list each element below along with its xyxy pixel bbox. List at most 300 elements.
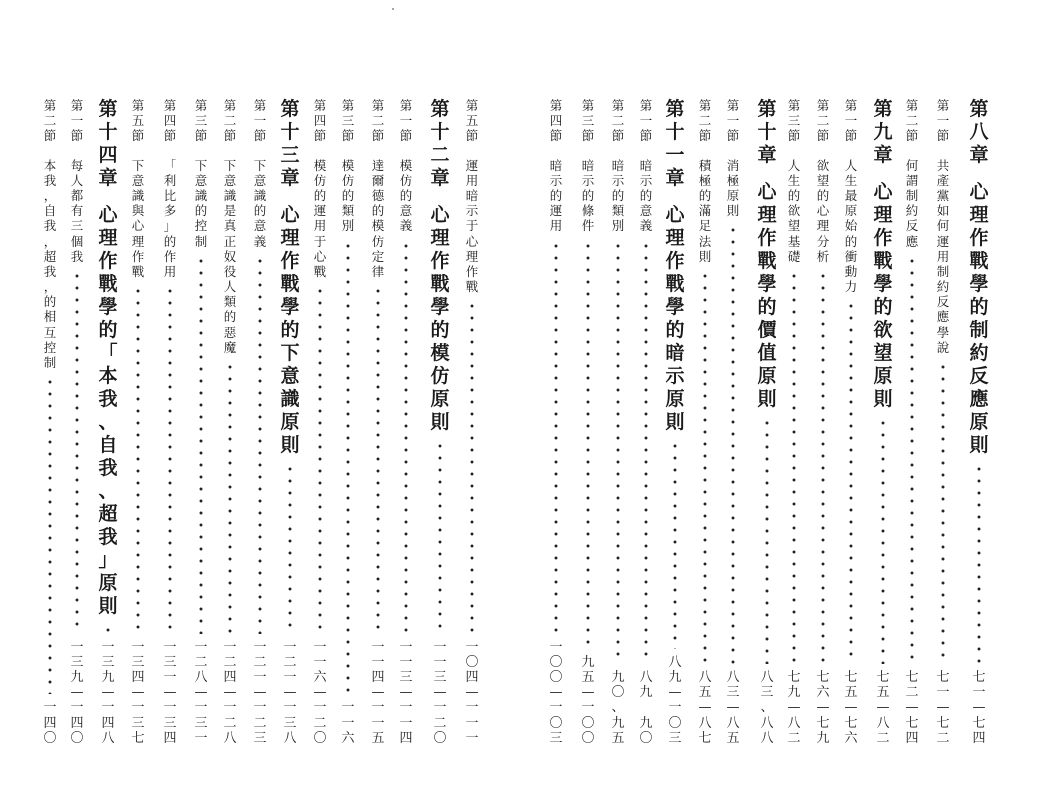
glyph: 一: [313, 700, 327, 716]
glyph: 四: [905, 730, 919, 746]
glyph: 五: [581, 670, 595, 686]
entry-label: [429, 98, 451, 190]
glyph: 一: [371, 715, 385, 731]
glyph: 八: [698, 715, 712, 731]
glyph: 真: [223, 218, 237, 234]
glyph: 我: [98, 388, 118, 410]
glyph: 節: [611, 128, 625, 144]
glyph: 的: [253, 203, 267, 219]
entry-label: [398, 98, 414, 144]
glyph: 第: [399, 98, 413, 113]
glyph: 有: [70, 203, 84, 219]
entry-title: [97, 204, 119, 618]
glyph: 六: [816, 685, 830, 701]
glyph: 的: [399, 187, 413, 203]
glyph: 八: [760, 730, 774, 746]
glyph: 運: [936, 233, 950, 249]
glyph: 五: [131, 113, 145, 129]
glyph: 三: [131, 715, 145, 731]
page-range: [162, 640, 178, 746]
glyph: 一: [131, 639, 145, 655]
glyph: 生: [844, 172, 858, 188]
glyph: 應: [969, 388, 989, 410]
glyph: 十: [757, 121, 777, 143]
glyph: 八: [760, 715, 774, 731]
glyph: 三: [101, 654, 115, 670]
glyph: 類: [223, 294, 237, 310]
glyph: —: [223, 685, 237, 701]
glyph: 一: [639, 113, 653, 129]
glyph: 八: [639, 670, 653, 686]
entry-title: [42, 158, 58, 371]
dot-leader: [106, 624, 110, 634]
glyph: 則: [430, 411, 450, 433]
glyph: 十: [280, 121, 300, 143]
glyph: 第: [430, 98, 450, 120]
dot-leader: [731, 224, 735, 664]
entry-label: [580, 98, 596, 144]
glyph: 心: [280, 204, 300, 226]
glyph: 三: [787, 113, 801, 129]
glyph: 一: [465, 715, 479, 731]
glyph: 第: [757, 98, 777, 120]
glyph: 示: [665, 365, 685, 387]
dot-leader: [199, 255, 203, 634]
glyph: —: [70, 685, 84, 701]
glyph: 三: [668, 730, 682, 746]
glyph: 一: [399, 113, 413, 129]
glyph: 我: [98, 457, 118, 479]
page-range: [398, 640, 414, 746]
glyph: 模: [371, 218, 385, 234]
glyph: 制: [905, 187, 919, 203]
page-range: [312, 640, 328, 746]
chapter-entry[interactable]: [756, 98, 778, 746]
entry-label: [312, 98, 328, 144]
glyph: 一: [194, 730, 208, 746]
glyph: 于: [465, 218, 479, 234]
glyph: 〇: [668, 715, 682, 731]
glyph: 作: [280, 250, 300, 272]
dot-leader: [765, 417, 769, 664]
glyph: 第: [844, 98, 858, 113]
glyph: 義: [253, 233, 267, 249]
glyph: 三: [760, 685, 774, 701]
dot-leader: [258, 255, 262, 634]
glyph: 反: [905, 218, 919, 234]
glyph: 作: [757, 227, 777, 249]
glyph: 節: [698, 128, 712, 144]
glyph: 基: [787, 233, 801, 249]
glyph: 九: [101, 670, 115, 686]
glyph: 的: [194, 203, 208, 219]
glyph: 欲: [787, 203, 801, 219]
glyph: 四: [465, 670, 479, 686]
glyph: 制: [194, 233, 208, 249]
glyph: 四: [549, 113, 563, 129]
entry-label: [370, 98, 386, 144]
section-entry[interactable]: [610, 98, 626, 746]
page-range: [464, 640, 480, 746]
section-entry[interactable]: [252, 98, 268, 746]
glyph: 節: [465, 128, 479, 144]
glyph: 心: [465, 233, 479, 249]
glyph: —: [399, 685, 413, 701]
glyph: 超: [98, 503, 118, 525]
glyph: 互: [43, 324, 57, 340]
chapter-entry[interactable]: [429, 98, 451, 746]
glyph: 消: [726, 157, 740, 173]
glyph: 四: [163, 113, 177, 129]
glyph: 作: [163, 248, 177, 264]
dot-leader: [136, 285, 140, 634]
dot-leader: [376, 285, 380, 634]
glyph: 三: [70, 218, 84, 234]
glyph: 節: [816, 128, 830, 144]
glyph: 心: [816, 203, 830, 219]
entry-title: [815, 158, 831, 264]
glyph: 五: [876, 685, 890, 701]
glyph: 章: [873, 144, 893, 166]
glyph: 一: [283, 639, 297, 655]
dot-leader: [673, 440, 677, 649]
glyph: 「: [98, 342, 118, 364]
glyph: 四: [101, 715, 115, 731]
glyph: 一: [163, 639, 177, 655]
glyph: —: [549, 685, 563, 701]
glyph: 識: [223, 187, 237, 203]
glyph: 一: [549, 639, 563, 655]
glyph: 分: [816, 233, 830, 249]
glyph: 約: [969, 342, 989, 364]
glyph: —: [313, 685, 327, 701]
section-entry[interactable]: [843, 98, 859, 746]
page-range: [664, 655, 686, 746]
page-range: [580, 655, 596, 746]
glyph: 第: [969, 98, 989, 120]
glyph: 下: [194, 157, 208, 173]
glyph: 四: [163, 730, 177, 746]
section-entry[interactable]: [398, 98, 414, 746]
glyph: —: [253, 685, 267, 701]
glyph: 戰: [665, 273, 685, 295]
glyph: 的: [43, 294, 57, 310]
chapter-entry[interactable]: [968, 98, 990, 746]
glyph: 的: [163, 233, 177, 249]
glyph: 一: [465, 730, 479, 746]
glyph: 戰: [757, 250, 777, 272]
glyph: —: [101, 685, 115, 701]
entry-title: [193, 158, 209, 249]
glyph: 生: [787, 172, 801, 188]
glyph: 心: [131, 218, 145, 234]
glyph: 節: [936, 128, 950, 144]
glyph: 作: [131, 248, 145, 264]
glyph: 第: [313, 98, 327, 113]
glyph: 、: [98, 411, 118, 433]
glyph: 四: [313, 113, 327, 129]
section-entry[interactable]: [548, 98, 564, 746]
glyph: 一: [163, 670, 177, 686]
glyph: 始: [844, 218, 858, 234]
glyph: 學: [430, 296, 450, 318]
glyph: 二: [223, 715, 237, 731]
glyph: 析: [816, 248, 830, 264]
glyph: 應: [936, 309, 950, 325]
section-entry[interactable]: [786, 98, 802, 746]
glyph: 的: [371, 203, 385, 219]
entry-title: [786, 158, 802, 264]
glyph: 利: [163, 172, 177, 188]
glyph: 二: [876, 730, 890, 746]
glyph: 理: [969, 204, 989, 226]
glyph: 節: [253, 128, 267, 144]
chapter-entry[interactable]: [872, 98, 894, 746]
glyph: 極: [698, 172, 712, 188]
glyph: 的: [223, 309, 237, 325]
entry-label: [69, 98, 85, 144]
glyph: 產: [936, 172, 950, 188]
glyph: 節: [399, 128, 413, 144]
glyph: 〇: [549, 654, 563, 670]
glyph: 章: [969, 144, 989, 166]
glyph: 作: [98, 250, 118, 272]
glyph: 用: [313, 218, 327, 234]
glyph: 第: [253, 98, 267, 113]
glyph: 戰: [131, 263, 145, 279]
glyph: 爾: [371, 172, 385, 188]
entry-title: [610, 158, 626, 234]
section-entry[interactable]: [130, 98, 146, 746]
glyph: 五: [698, 685, 712, 701]
glyph: 惡: [223, 324, 237, 340]
glyph: 礎: [787, 248, 801, 264]
page-range: [638, 670, 654, 746]
glyph: 約: [905, 203, 919, 219]
glyph: —: [581, 685, 595, 701]
section-entry[interactable]: [580, 98, 596, 746]
entry-label: [222, 98, 238, 144]
glyph: 一: [253, 670, 267, 686]
glyph: [638, 700, 654, 715]
glyph: 的: [639, 187, 653, 203]
glyph: —: [283, 685, 297, 701]
glyph: 節: [341, 128, 355, 144]
glyph: 一: [371, 700, 385, 716]
glyph: 暗: [549, 157, 563, 173]
glyph: 第: [194, 98, 208, 113]
glyph: 作: [465, 263, 479, 279]
glyph: 超: [43, 248, 57, 264]
glyph: 魔: [223, 339, 237, 355]
glyph: —: [433, 685, 447, 701]
glyph: 四: [223, 670, 237, 686]
glyph: 則: [698, 248, 712, 264]
glyph: 控: [194, 218, 208, 234]
entry-title: [725, 158, 741, 219]
glyph: 第: [341, 98, 355, 113]
glyph: 三: [433, 670, 447, 686]
glyph: 望: [816, 172, 830, 188]
glyph: —: [936, 700, 950, 716]
section-entry[interactable]: [904, 98, 920, 746]
dot-leader: [470, 300, 474, 633]
glyph: 一: [399, 639, 413, 655]
glyph: 一: [665, 144, 685, 166]
page-range: [370, 640, 386, 746]
glyph: ，: [43, 187, 57, 203]
glyph: 則: [98, 595, 118, 617]
entry-label: [252, 98, 268, 144]
glyph: 學: [757, 273, 777, 295]
glyph: 六: [341, 730, 355, 746]
entry-label: [664, 98, 686, 190]
glyph: 仿: [430, 365, 450, 387]
glyph: 的: [844, 233, 858, 249]
glyph: —: [816, 700, 830, 716]
section-entry[interactable]: [370, 98, 386, 746]
glyph: —: [905, 700, 919, 716]
section-entry[interactable]: [340, 98, 356, 746]
glyph: 滿: [698, 203, 712, 219]
entry-label: [638, 98, 654, 144]
glyph: 八: [194, 670, 208, 686]
glyph: 自: [43, 203, 57, 219]
entry-title: [69, 158, 85, 264]
glyph: 七: [698, 730, 712, 746]
glyph: —: [131, 685, 145, 701]
glyph: —: [194, 685, 208, 701]
entry-label: [162, 98, 178, 144]
glyph: 六: [313, 670, 327, 686]
glyph: 節: [371, 128, 385, 144]
glyph: 心: [757, 181, 777, 203]
section-entry[interactable]: [815, 98, 831, 746]
section-entry[interactable]: [222, 98, 238, 746]
glyph: 暗: [639, 157, 653, 173]
page-range: [69, 640, 85, 746]
glyph: 的: [757, 296, 777, 318]
glyph: 學: [969, 273, 989, 295]
section-entry[interactable]: [697, 98, 713, 746]
page-range: [815, 670, 831, 746]
entry-label: [464, 98, 480, 144]
glyph: 黨: [936, 187, 950, 203]
section-entry[interactable]: [935, 98, 951, 746]
entry-title: [664, 204, 686, 434]
glyph: 本: [43, 157, 57, 173]
glyph: 德: [371, 187, 385, 203]
glyph: 原: [757, 365, 777, 387]
glyph: 下: [280, 342, 300, 364]
dot-leader: [881, 417, 885, 664]
page-range: [97, 640, 119, 746]
chapter-entry[interactable]: [664, 98, 686, 746]
glyph: 暗: [465, 187, 479, 203]
glyph: 二: [430, 144, 450, 166]
glyph: 節: [194, 128, 208, 144]
page-range: [968, 670, 990, 746]
glyph: 第: [726, 98, 740, 113]
glyph: 動: [844, 263, 858, 279]
glyph: 五: [726, 730, 740, 746]
dot-leader: [168, 285, 172, 634]
entry-title: [843, 158, 859, 295]
glyph: 五: [611, 730, 625, 746]
section-entry[interactable]: [162, 98, 178, 746]
glyph: 學: [98, 296, 118, 318]
glyph: 原: [430, 388, 450, 410]
glyph: 的: [873, 296, 893, 318]
glyph: 節: [313, 128, 327, 144]
chapter-entry[interactable]: [97, 98, 119, 746]
glyph: 作: [430, 250, 450, 272]
glyph: 〇: [581, 715, 595, 731]
glyph: 章: [665, 167, 685, 189]
section-entry[interactable]: [638, 98, 654, 746]
section-entry[interactable]: [42, 98, 58, 746]
glyph: 一: [465, 700, 479, 716]
glyph: 節: [70, 128, 84, 144]
dot-leader: [48, 376, 52, 694]
glyph: 第: [98, 98, 118, 120]
glyph: 一: [194, 639, 208, 655]
entry-title: [580, 158, 596, 234]
glyph: 九: [816, 730, 830, 746]
glyph: 識: [194, 187, 208, 203]
entry-label: [935, 98, 951, 144]
entry-title: [904, 158, 920, 249]
entry-label: [697, 98, 713, 144]
glyph: 識: [253, 187, 267, 203]
entry-title: [638, 158, 654, 234]
glyph: 的: [698, 187, 712, 203]
glyph: 九: [639, 715, 653, 731]
glyph: 用: [163, 263, 177, 279]
entry-label: [725, 98, 741, 144]
glyph: 仿: [399, 172, 413, 188]
dot-leader: [941, 361, 945, 664]
glyph: 學: [873, 273, 893, 295]
glyph: 節: [163, 128, 177, 144]
page-range: [756, 670, 778, 746]
section-entry[interactable]: [193, 98, 209, 746]
glyph: 、: [98, 480, 118, 502]
glyph: 一: [399, 654, 413, 670]
page-range: [548, 640, 564, 746]
glyph: 原: [873, 365, 893, 387]
glyph: 九: [611, 670, 625, 686]
glyph: 一: [433, 654, 447, 670]
glyph: 原: [665, 388, 685, 410]
glyph: 節: [223, 128, 237, 144]
section-entry[interactable]: [69, 98, 85, 746]
glyph: 一: [101, 639, 115, 655]
glyph: 四: [43, 715, 57, 731]
chapter-entry[interactable]: [279, 98, 301, 746]
glyph: 二: [371, 113, 385, 129]
section-entry[interactable]: [725, 98, 741, 746]
glyph: 第: [371, 98, 385, 113]
entry-label: [97, 98, 119, 190]
glyph: 心: [98, 204, 118, 226]
section-entry[interactable]: [464, 98, 480, 746]
glyph: 望: [787, 218, 801, 234]
glyph: 一: [371, 639, 385, 655]
glyph: 〇: [465, 654, 479, 670]
glyph: 九: [581, 654, 595, 670]
section-entry[interactable]: [312, 98, 328, 746]
